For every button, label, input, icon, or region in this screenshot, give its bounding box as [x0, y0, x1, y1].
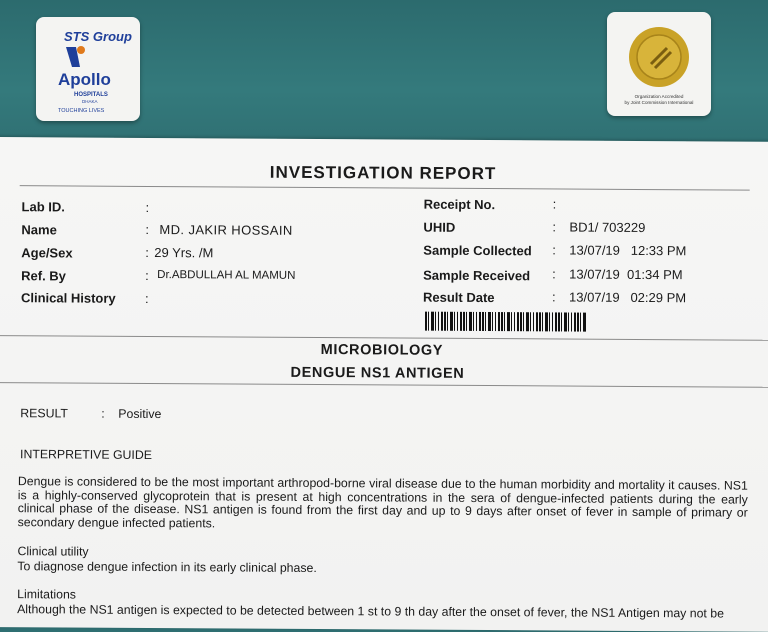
receipt-no-colon: :	[552, 196, 557, 212]
uhid-colon: :	[552, 219, 557, 235]
result-date-label: Result Date	[422, 289, 495, 306]
sample-received-label: Sample Received	[423, 267, 531, 284]
receipt-no-label: Receipt No.	[423, 196, 496, 213]
apollo-logo-card	[36, 17, 140, 121]
name-colon: :	[145, 221, 150, 237]
test-name-heading: DENGUE NS1 ANTIGEN	[290, 364, 465, 382]
age-sex-value: 29 Yrs. /M	[154, 245, 214, 261]
limitations-heading: Limitations	[17, 587, 77, 602]
guide-heading: INTERPRETIVE GUIDE	[20, 447, 152, 462]
hospitals-text: HOSPITALS	[74, 92, 108, 98]
clinical-history-label: Clinical History	[20, 290, 116, 306]
lab-id-label: Lab ID.	[21, 199, 65, 215]
department-heading: MICROBIOLOGY	[320, 342, 444, 359]
sample-received-value: 13/07/19 01:34 PM	[569, 266, 683, 283]
report-title: INVESTIGATION REPORT	[269, 162, 497, 184]
tagline-text: TOUCHING LIVES	[58, 108, 105, 114]
sample-collected-value: 13/07/19 12:33 PM	[569, 242, 687, 259]
sample-collected-colon: :	[552, 242, 556, 258]
uhid-value: BD1/ 703229	[569, 219, 646, 236]
jci-logo-card	[607, 12, 711, 116]
ref-by-colon: :	[145, 267, 149, 283]
age-sex-colon: :	[145, 244, 149, 260]
test-divider	[0, 382, 768, 388]
clinical-history-colon: :	[144, 290, 149, 306]
sample-collected-label: Sample Collected	[423, 242, 532, 259]
sts-logo-text: STS Group	[64, 29, 132, 44]
clinical-utility-text: To diagnose dengue infection in its early clinical phase.	[17, 559, 317, 576]
patient-name: MD. JAKIR HOSSAIN	[159, 222, 293, 238]
result-value: Positive	[118, 406, 162, 422]
jci-caption-1: Organization Accredited	[634, 94, 684, 99]
uhid-label: UHID	[423, 219, 456, 235]
title-divider	[20, 185, 750, 190]
age-sex-label: Age/Sex	[21, 245, 73, 261]
clinical-utility-heading: Clinical utility	[17, 544, 89, 559]
report-paper	[0, 137, 768, 632]
result-colon: :	[101, 406, 105, 421]
header-divider	[0, 335, 768, 341]
jci-seal	[607, 12, 711, 116]
ref-by-label: Ref. By	[21, 268, 66, 284]
lab-id-colon: :	[145, 199, 150, 215]
limitations-text: Although the NS1 antigen is expected to be detected between 1 st to 9 th day after the onset of fever, the NS1 Antigen may not be	[17, 602, 725, 621]
result-label: RESULT	[20, 406, 68, 421]
barcode	[425, 312, 587, 332]
sample-received-colon: :	[552, 266, 556, 282]
result-date-colon: :	[551, 289, 556, 305]
apollo-logo	[36, 17, 140, 121]
name-label: Name	[21, 222, 57, 238]
ref-by-value: Dr.ABDULLAH AL MAMUN	[157, 269, 296, 282]
jci-caption-2: by Joint Commission International	[624, 100, 694, 105]
guide-paragraph: Dengue is considered to be the most important arthropod-borne viral disease due to the human morbidity and mortality it causes. NS1 is a highly-conserved glycoprotein that is present at high concentrations in the sera of dengue-infected patients during the early clinical phase of the disease. NS1 antigen is found from the first day and up to 9 days after onset of fever in sample of primary or secondary dengue infected patients.	[17, 474, 748, 531]
dhaka-text: DHAKA	[82, 99, 98, 104]
result-date-value: 13/07/19 02:29 PM	[568, 289, 687, 306]
torch-icon	[77, 46, 85, 54]
apollo-wordmark: Apollo	[58, 70, 111, 89]
